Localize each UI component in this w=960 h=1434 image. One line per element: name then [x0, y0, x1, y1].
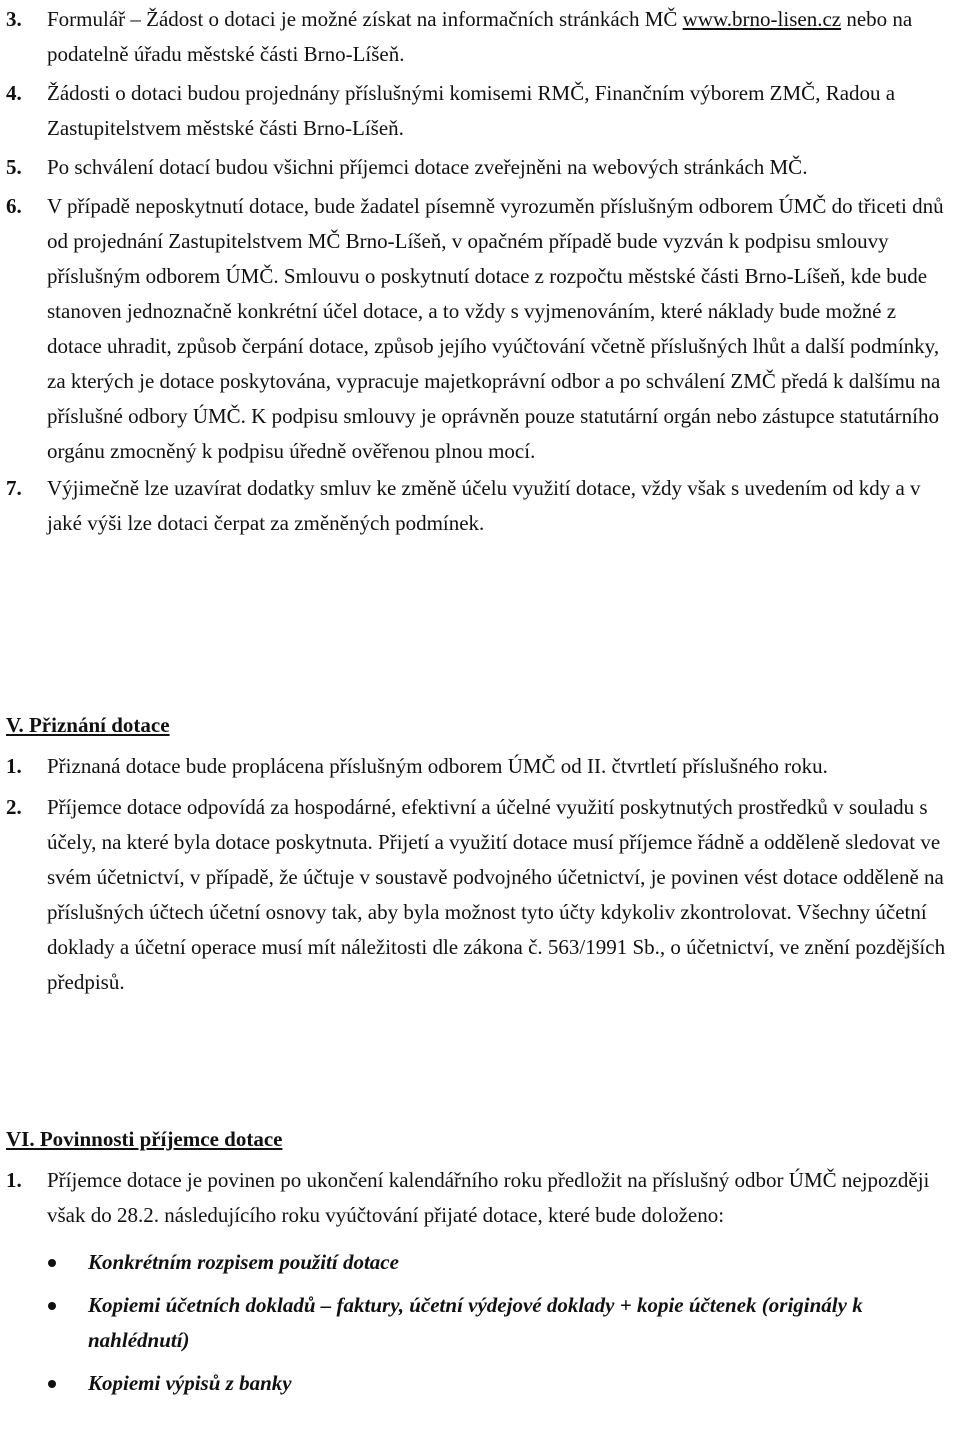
item-text: Formulář – Žádost o dotaci je možné získat na informačních stránkách MČ: [47, 7, 683, 31]
section-vi: [0, 1122, 960, 1401]
item-number: 1.: [6, 754, 22, 778]
bullet-item: Kopiemi účetních dokladů – faktury, účetní výdejové doklady + kopie účtenek (originály k nahlédnutí): [0, 1288, 960, 1358]
item-text: Příjemce dotace je povinen po ukončení kalendářního roku předložit na příslušný odbor ÚMČ nejpozději však do 28.2. následujícího roku vyúčtování přijaté dotace, které bude doloženo:: [47, 1168, 930, 1227]
item-text: Po schválení dotací budou všichni příjemci dotace zveřejněni na webových stránkách MČ.: [47, 155, 808, 179]
list-item: [0, 2, 960, 72]
section-heading: V. Přiznání dotace: [6, 713, 170, 737]
list-item: [0, 749, 960, 784]
item-text: Přiznaná dotace bude proplácena příslušným odborem ÚMČ od II. čtvrtletí příslušného roku.: [47, 754, 828, 778]
item-number: 1.: [6, 1168, 22, 1192]
list-item: [0, 150, 960, 185]
item-text: Příjemce dotace odpovídá za hospodárné, efektivní a účelné využití poskytnutých prostředků v souladu s účely, na které byla dotace poskytnuta. Přijetí a využití dotace musí příjemce řádně a odděleně sledovat ve svém účetnictví, v případě, že účtuje v soustavě podvojného účetnictví, je povinen vést dotace odděleně na příslušných účtech účetní osnovy tak, aby byla možnost tyto účty kdykoliv zkontrolovat. Všechny účetní doklady a účetní operace musí mít náležitosti dle zákona č. 563/1991 Sb., o účetnictví, ve znění pozdějších předpisů.: [47, 795, 946, 994]
item-number: 7.: [6, 476, 22, 500]
bullet-item: Konkrétním rozpisem použití dotace: [0, 1245, 960, 1280]
section-iv-items: [0, 2, 960, 541]
bullet-icon: [48, 1302, 56, 1310]
list-item: [0, 189, 960, 469]
item-number: 2.: [6, 795, 22, 819]
bullet-item: Kopiemi výpisů z banky: [0, 1366, 960, 1401]
list-item: [0, 471, 960, 541]
section-heading: VI. Povinnosti příjemce dotace: [6, 1127, 283, 1151]
section-v: [0, 708, 960, 1000]
website-link[interactable]: www.brno-lisen.cz: [682, 7, 842, 31]
list-item: [0, 790, 960, 1000]
bullet-icon: [48, 1259, 56, 1267]
list-item: [0, 1163, 960, 1233]
item-text: nebo na podatelně úřadu městské části Brno-Líšeň.: [47, 7, 913, 66]
item-number: 5.: [6, 155, 22, 179]
item-text: Výjimečně lze uzavírat dodatky smluv ke změně účelu využití dotace, vždy však s uvedením od kdy a v jaké výši lze dotaci čerpat za změněných podmínek.: [47, 476, 921, 535]
item-text: Žádosti o dotaci budou projednány příslušnými komisemi RMČ, Finančním výborem ZMČ, Radou a Zastupitelstvem městské části Brno-Líšeň.: [47, 81, 896, 140]
list-item: [0, 76, 960, 146]
bullet-icon: [48, 1380, 56, 1388]
item-text: V případě neposkytnutí dotace, bude žadatel písemně vyrozuměn příslušným odborem ÚMČ do třiceti dnů od projednání Zastupitelstvem MČ Brno-Líšeň, v opačném případě bude vyzván k podpisu smlouvy příslušným odborem ÚMČ. Smlouvu o poskytnutí dotace z rozpočtu městské části Brno-Líšeň, kde bude stanoven jednoznačně konkrétní účel dotace, a to vždy s vyjmenováním, které náklady bude možné z dotace uhradit, způsob čerpání dotace, způsob jejího vyúčtování včetně příslušných lhůt a další podmínky, za kterých je dotace poskytována, vypracuje majetkoprávní odbor a po schválení ZMČ předá k dalšímu na příslušné odbory ÚMČ. K podpisu smlouvy je oprávněn pouze statutární orgán nebo zástupce statutárního orgánu zmocněný k podpisu úředně ověřenou plnou mocí.: [47, 194, 944, 463]
item-number: 4.: [6, 81, 22, 105]
bullet-list: [0, 1245, 960, 1401]
item-number: 3.: [6, 7, 22, 31]
item-number: 6.: [6, 194, 22, 218]
